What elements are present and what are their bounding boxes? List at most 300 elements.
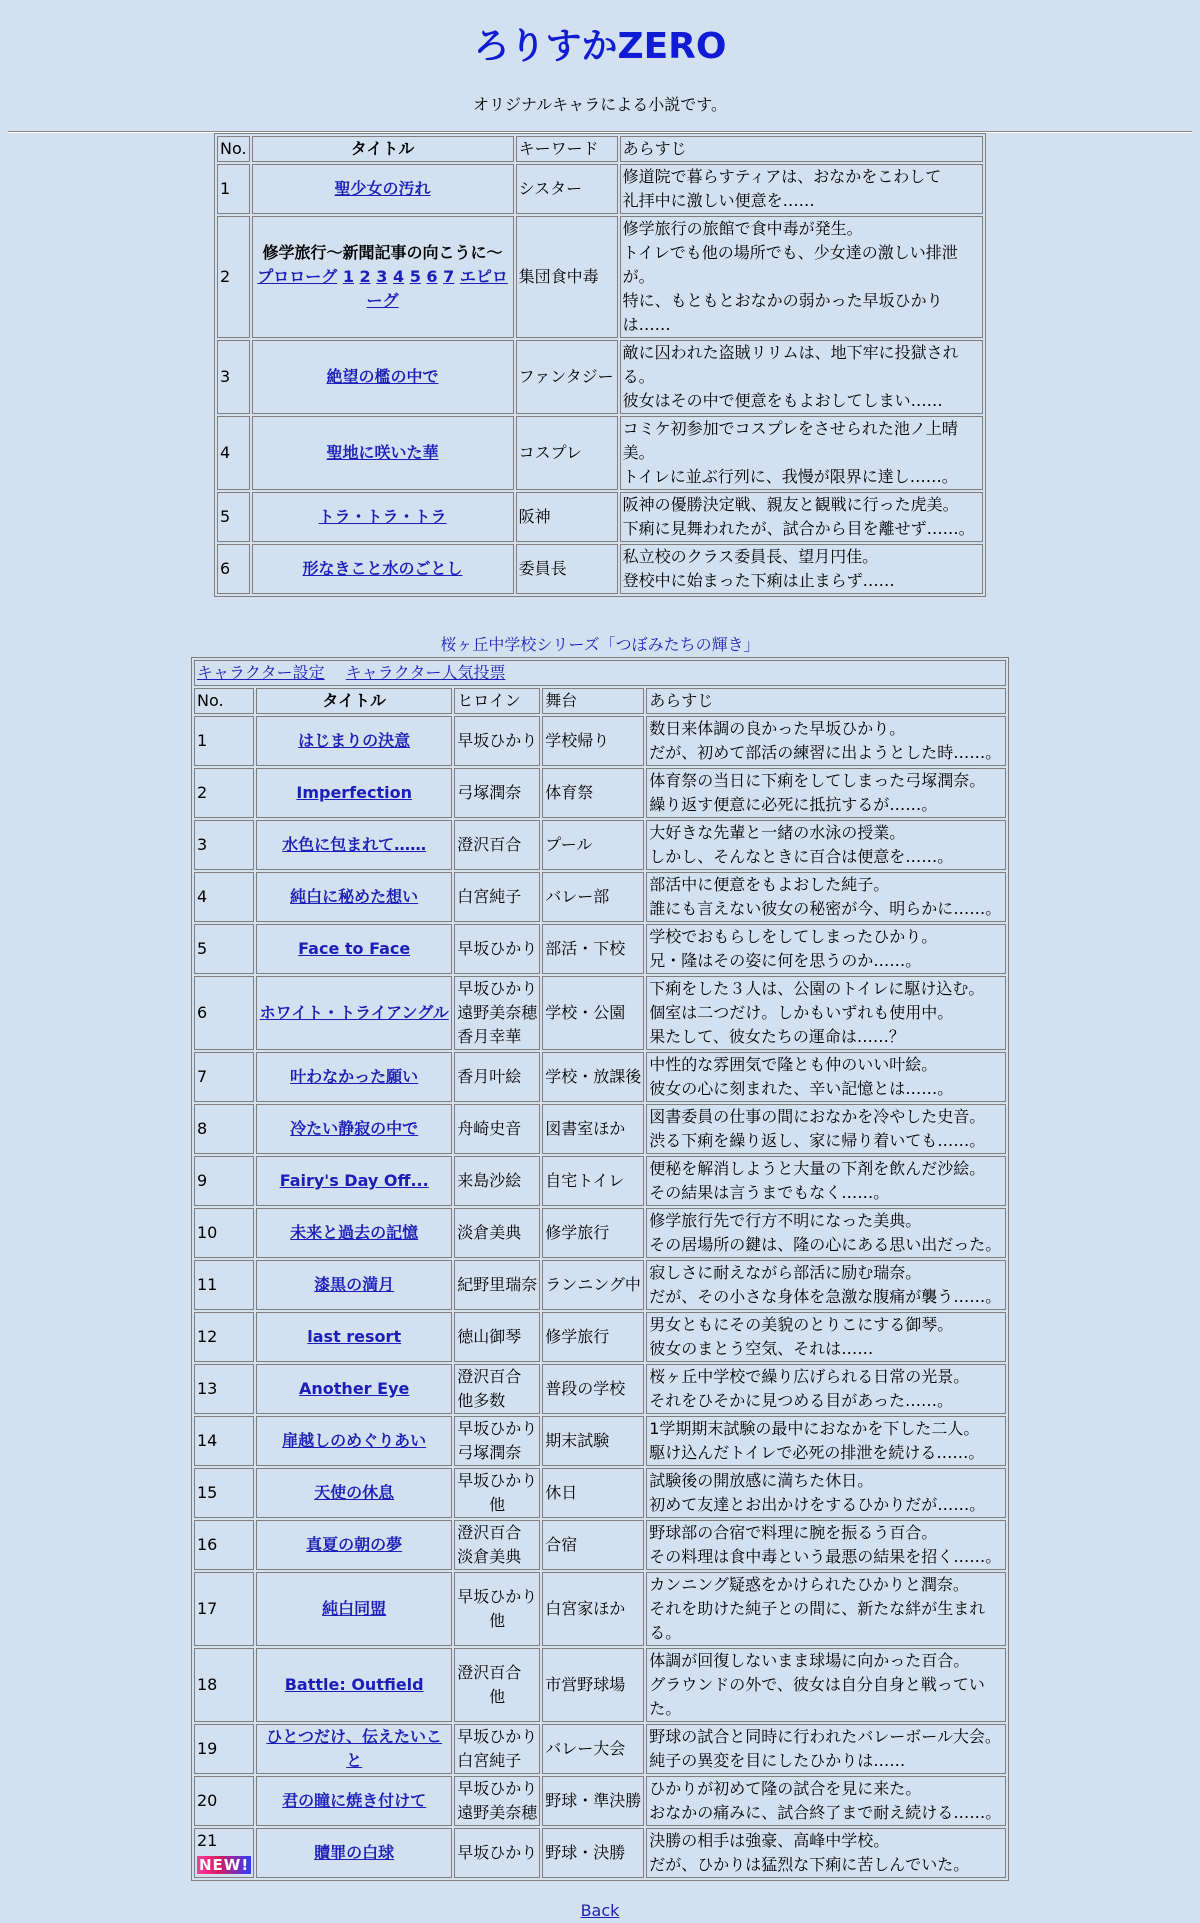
synopsis-line: 図書委員の仕事の間におなかを冷やした史音。 bbox=[649, 1107, 986, 1126]
synopsis-line: 彼女はその中で便意をもよおしてしまい…… bbox=[622, 391, 943, 410]
series-stage: 期末試験 bbox=[542, 1416, 644, 1466]
series-synopsis bbox=[646, 1828, 1006, 1878]
series-no: 17 bbox=[197, 1599, 218, 1618]
novel-keyword: シスター bbox=[516, 164, 618, 214]
novel-table bbox=[214, 133, 986, 597]
series-heroine bbox=[454, 1572, 540, 1646]
series-no: 20 bbox=[197, 1791, 218, 1810]
synopsis-line: 繰り返す便意に必死に抵抗するが……。 bbox=[649, 795, 938, 814]
series-title-cell bbox=[256, 716, 452, 766]
series-title-cell bbox=[256, 1572, 452, 1646]
series-row bbox=[194, 1468, 1006, 1518]
series-title-cell bbox=[256, 976, 452, 1050]
series-heroine bbox=[454, 1052, 540, 1102]
novel-title-cell bbox=[252, 164, 514, 214]
series-no: 14 bbox=[197, 1431, 218, 1450]
series-title-link[interactable]: 水色に包まれて…… bbox=[282, 835, 427, 854]
series-stage: 自宅トイレ bbox=[542, 1156, 644, 1206]
series-title-cell bbox=[256, 1828, 452, 1878]
novel-title-text: 修学旅行〜新聞記事の向こうに〜 bbox=[262, 243, 503, 262]
series-no: 6 bbox=[197, 1003, 208, 1022]
novel-keyword: 阪神 bbox=[516, 492, 618, 542]
synopsis-line: 駆け込んだトイレで必死の排泄を続ける……。 bbox=[649, 1443, 985, 1462]
series-synopsis bbox=[646, 1052, 1006, 1102]
series-title-cell bbox=[256, 1156, 452, 1206]
series-heroine bbox=[454, 1312, 540, 1362]
synopsis-line: その居場所の鍵は、隆の心にある思い出だった。 bbox=[649, 1235, 1002, 1254]
series-no-cell bbox=[194, 1208, 254, 1258]
series-heroine bbox=[454, 1520, 540, 1570]
heroine-name: 早坂ひかり bbox=[457, 731, 538, 750]
synopsis-line: だが、初めて部活の練習に出ようとした時……。 bbox=[649, 743, 1002, 762]
heroine-name: 早坂ひかり bbox=[457, 1843, 538, 1862]
synopsis-line: その料理は食中毒という最悪の結果を招く……。 bbox=[649, 1547, 1002, 1566]
synopsis-line: 初めて友達とお出かけをするひかりだが……。 bbox=[649, 1495, 986, 1514]
header-heroine: ヒロイン bbox=[454, 688, 540, 714]
series-heroine bbox=[454, 1208, 540, 1258]
series-stage: 修学旅行 bbox=[542, 1208, 644, 1258]
series-synopsis bbox=[646, 1572, 1006, 1646]
novel-synopsis bbox=[620, 544, 983, 594]
series-title-link[interactable]: 叶わなかった願い bbox=[290, 1067, 419, 1086]
synopsis-line: 寂しさに耐えながら部活に励む瑞奈。 bbox=[649, 1263, 922, 1282]
synopsis-line: 大好きな先輩と一緒の水泳の授業。 bbox=[649, 823, 906, 842]
series-title-cell bbox=[256, 1468, 452, 1518]
series-no: 5 bbox=[197, 939, 208, 958]
chapter-link[interactable]: 2 bbox=[359, 267, 371, 286]
synopsis-line: 礼拝中に激しい便意を…… bbox=[622, 191, 815, 210]
series-synopsis bbox=[646, 1260, 1006, 1310]
series-heroine bbox=[454, 1156, 540, 1206]
back-container bbox=[0, 1899, 1200, 1923]
series-stage: 修学旅行 bbox=[542, 1312, 644, 1362]
series-no: 2 bbox=[197, 783, 208, 802]
synopsis-line: 登校中に始まった下痢は止まらず…… bbox=[622, 571, 895, 590]
series-no-cell bbox=[194, 716, 254, 766]
series-table-header bbox=[194, 688, 1006, 714]
synopsis-line: 修学旅行先で行方不明になった美典。 bbox=[649, 1211, 922, 1230]
synopsis-line: 果たして、彼女たちの運命は……？ bbox=[649, 1027, 905, 1046]
series-no: 19 bbox=[197, 1739, 218, 1758]
series-title-link[interactable]: Fairy's Day Off... bbox=[279, 1171, 429, 1190]
series-synopsis bbox=[646, 1776, 1006, 1826]
novel-synopsis bbox=[620, 164, 983, 214]
novel-title-link[interactable]: 絶望の檻の中で bbox=[326, 367, 439, 386]
series-title-cell bbox=[256, 1724, 452, 1774]
novel-title-link[interactable]: 聖地に咲いた華 bbox=[326, 443, 439, 462]
synopsis-line: 部活中に便意をもよおした純子。 bbox=[649, 875, 890, 894]
novel-title-link[interactable]: 形なきこと水のごとし bbox=[302, 559, 463, 578]
novel-row bbox=[217, 544, 983, 594]
header-synopsis: あらすじ bbox=[620, 136, 983, 162]
series-row bbox=[194, 924, 1006, 974]
series-no-cell bbox=[194, 1156, 254, 1206]
novel-keyword: コスプレ bbox=[516, 416, 618, 490]
series-title-link[interactable]: 扉越しのめぐりあい bbox=[282, 1431, 427, 1450]
novel-no: 6 bbox=[217, 544, 250, 594]
series-stage: 白宮家ほか bbox=[542, 1572, 644, 1646]
series-caption: 桜ヶ丘中学校シリーズ「つぼみたちの輝き」 bbox=[440, 635, 760, 654]
series-row bbox=[194, 820, 1006, 870]
series-row bbox=[194, 1776, 1006, 1826]
series-title-cell bbox=[256, 1208, 452, 1258]
series-no: 12 bbox=[197, 1327, 218, 1346]
heroine-name: 徳山御琴 bbox=[457, 1327, 522, 1346]
series-title-cell bbox=[256, 1416, 452, 1466]
novel-keyword: ファンタジー bbox=[516, 340, 618, 414]
series-row bbox=[194, 1648, 1006, 1722]
novel-synopsis bbox=[620, 340, 983, 414]
heroine-name: 澄沢百合 bbox=[457, 835, 522, 854]
novel-row bbox=[217, 340, 983, 414]
heroine-name: 他 bbox=[489, 1611, 506, 1630]
heroine-name: 早坂ひかり bbox=[457, 1419, 538, 1438]
synopsis-line: 阪神の優勝決定戦、親友と観戦に行った虎美。 bbox=[622, 495, 959, 514]
series-title-link[interactable]: Battle: Outfield bbox=[284, 1675, 424, 1694]
series-no: 7 bbox=[197, 1067, 208, 1086]
series-stage: 部活・下校 bbox=[542, 924, 644, 974]
synopsis-line: 特に、もともとおなかの弱かった早坂ひかりは…… bbox=[622, 291, 943, 334]
series-no: 13 bbox=[197, 1379, 218, 1398]
heroine-name: 弓塚潤奈 bbox=[457, 1443, 522, 1462]
synopsis-line: コミケ初参加でコスプレをさせられた池ノ上晴美。 bbox=[622, 419, 958, 462]
series-heroine bbox=[454, 820, 540, 870]
series-no: 8 bbox=[197, 1119, 208, 1138]
series-title-link[interactable]: 純白同盟 bbox=[322, 1599, 387, 1618]
series-title-link[interactable]: last resort bbox=[307, 1327, 402, 1346]
series-stage: バレー部 bbox=[542, 872, 644, 922]
synopsis-line: 便秘を解消しようと大量の下剤を飲んだ沙絵。 bbox=[649, 1159, 986, 1178]
series-no-cell bbox=[194, 1312, 254, 1362]
series-stage: 合宿 bbox=[542, 1520, 644, 1570]
heroine-name: 澄沢百合 bbox=[457, 1367, 522, 1386]
novel-synopsis bbox=[620, 492, 983, 542]
series-heroine bbox=[454, 1364, 540, 1414]
heroine-name: 早坂ひかり bbox=[457, 979, 538, 998]
series-stage: ランニング中 bbox=[542, 1260, 644, 1310]
series-no: 10 bbox=[197, 1223, 218, 1242]
synopsis-line: 敵に囚われた盗賊リリムは、地下牢に投獄される。 bbox=[622, 343, 959, 386]
novel-synopsis bbox=[620, 216, 983, 338]
series-stage: バレー大会 bbox=[542, 1724, 644, 1774]
series-row bbox=[194, 1724, 1006, 1774]
series-stage: 学校・公園 bbox=[542, 976, 644, 1050]
series-row bbox=[194, 976, 1006, 1050]
series-heroine bbox=[454, 768, 540, 818]
series-stage: 体育祭 bbox=[542, 768, 644, 818]
header-no: No. bbox=[194, 688, 254, 714]
series-no-cell bbox=[194, 1364, 254, 1414]
series-stage: 学校・放課後 bbox=[542, 1052, 644, 1102]
synopsis-line: 決勝の相手は強豪、高峰中学校。 bbox=[649, 1831, 890, 1850]
heroine-name: 来島沙絵 bbox=[457, 1171, 522, 1190]
chapter-link[interactable]: 5 bbox=[409, 267, 421, 286]
series-title-link[interactable]: 漆黒の満月 bbox=[314, 1275, 395, 1294]
synopsis-line: 体育祭の当日に下痢をしてしまった弓塚潤奈。 bbox=[649, 771, 986, 790]
heroine-name: 早坂ひかり bbox=[457, 1587, 538, 1606]
series-row bbox=[194, 872, 1006, 922]
series-no-cell bbox=[194, 1828, 254, 1878]
heroine-name: 淡倉美典 bbox=[457, 1223, 522, 1242]
series-no: 1 bbox=[197, 731, 208, 750]
series-stage: 野球・準決勝 bbox=[542, 1776, 644, 1826]
series-no-cell bbox=[194, 768, 254, 818]
series-no: 9 bbox=[197, 1171, 208, 1190]
series-synopsis bbox=[646, 1416, 1006, 1466]
series-row bbox=[194, 716, 1006, 766]
series-synopsis bbox=[646, 820, 1006, 870]
novel-title-cell bbox=[252, 492, 514, 542]
synopsis-line: 桜ヶ丘中学校で繰り広げられる日常の光景。 bbox=[649, 1367, 970, 1386]
series-row bbox=[194, 1052, 1006, 1102]
series-no: 4 bbox=[197, 887, 208, 906]
synopsis-line: トイレに並ぶ行列に、我慢が限界に達し……。 bbox=[622, 467, 958, 486]
novel-keyword: 委員長 bbox=[516, 544, 618, 594]
synopsis-line: 誰にも言えない彼女の秘密が今、明らかに……。 bbox=[649, 899, 1002, 918]
synopsis-line: だが、その小さな身体を急激な腹痛が襲う……。 bbox=[649, 1287, 1002, 1306]
series-row bbox=[194, 1104, 1006, 1154]
heroine-name: 澄沢百合 bbox=[457, 1663, 522, 1682]
synopsis-line: カンニング疑惑をかけられたひかりと潤奈。 bbox=[649, 1575, 969, 1594]
novel-no: 1 bbox=[217, 164, 250, 214]
synopsis-line: 兄・隆はその姿に何を思うのか……。 bbox=[649, 951, 922, 970]
heroine-name: 紀野里瑞奈 bbox=[457, 1275, 538, 1294]
novel-row bbox=[217, 216, 983, 338]
series-title-cell bbox=[256, 1052, 452, 1102]
synopsis-line: 野球部の合宿で料理に腕を振るう百合。 bbox=[649, 1523, 938, 1542]
novel-no: 3 bbox=[217, 340, 250, 414]
series-no-cell bbox=[194, 820, 254, 870]
synopsis-line: ひかりが初めて隆の試合を見に来た。 bbox=[649, 1779, 922, 1798]
series-no-cell bbox=[194, 924, 254, 974]
novel-title-link[interactable]: トラ・トラ・トラ bbox=[318, 507, 447, 526]
series-no-cell bbox=[194, 976, 254, 1050]
chapter-link[interactable]: エピローグ bbox=[366, 267, 508, 310]
series-title-link[interactable]: Face to Face bbox=[298, 939, 411, 958]
series-row bbox=[194, 1260, 1006, 1310]
synopsis-line: 体調が回復しないまま球場に向かった百合。 bbox=[649, 1651, 970, 1670]
chapter-link[interactable]: 3 bbox=[376, 267, 388, 286]
synopsis-line: 純子の異変を目にしたひかりは…… bbox=[649, 1751, 906, 1770]
synopsis-line: 修学旅行の旅館で食中毒が発生。 bbox=[622, 219, 863, 238]
heroine-name: 白宮純子 bbox=[457, 887, 522, 906]
series-synopsis bbox=[646, 1104, 1006, 1154]
synopsis-line: 1学期期末試験の最中におなかを下した二人。 bbox=[649, 1419, 980, 1438]
series-title-cell bbox=[256, 1364, 452, 1414]
site-title: ろりすかZERO bbox=[473, 26, 727, 67]
series-no-cell bbox=[194, 1260, 254, 1310]
series-stage: 普段の学校 bbox=[542, 1364, 644, 1414]
series-title-cell bbox=[256, 1260, 452, 1310]
synopsis-line: 修道院で暮らすティアは、おなかをこわして bbox=[622, 167, 942, 186]
novel-title-cell bbox=[252, 216, 514, 338]
synopsis-line: 数日来体調の良かった早坂ひかり。 bbox=[649, 719, 906, 738]
series-heroine bbox=[454, 716, 540, 766]
novel-title-cell bbox=[252, 340, 514, 414]
synopsis-line: おなかの痛みに、試合終了まで耐え続ける……。 bbox=[649, 1803, 1002, 1822]
new-badge: NEW! bbox=[199, 1856, 250, 1874]
series-row bbox=[194, 1828, 1006, 1878]
back-link[interactable]: Back bbox=[580, 1901, 620, 1920]
series-title-cell bbox=[256, 768, 452, 818]
series-table bbox=[191, 657, 1009, 1881]
heroine-name: 澄沢百合 bbox=[457, 1523, 522, 1542]
series-synopsis bbox=[646, 1520, 1006, 1570]
chapter-link[interactable]: 6 bbox=[426, 267, 438, 286]
series-row bbox=[194, 768, 1006, 818]
series-row bbox=[194, 1520, 1006, 1570]
series-stage: 図書室ほか bbox=[542, 1104, 644, 1154]
series-heroine bbox=[454, 1260, 540, 1310]
series-no: 18 bbox=[197, 1675, 218, 1694]
heroine-name: 他 bbox=[489, 1687, 506, 1706]
series-title-link[interactable]: 純白に秘めた想い bbox=[290, 887, 419, 906]
series-synopsis bbox=[646, 1312, 1006, 1362]
synopsis-line: 彼女の心に刻まれた、辛い記憶とは……。 bbox=[649, 1079, 954, 1098]
series-title-cell bbox=[256, 1520, 452, 1570]
synopsis-line: 男女ともにその美貌のとりこにする御琴。 bbox=[649, 1315, 954, 1334]
heroine-name: 他 bbox=[489, 1495, 506, 1514]
series-synopsis bbox=[646, 976, 1006, 1050]
series-no: 3 bbox=[197, 835, 208, 854]
synopsis-line: トイレでも他の場所でも、少女達の激しい排泄が。 bbox=[622, 243, 958, 286]
heroine-name: 早坂ひかり bbox=[457, 1727, 538, 1746]
series-title-link[interactable]: 冷たい静寂の中で bbox=[290, 1119, 419, 1138]
chapter-link[interactable]: プロローグ bbox=[257, 267, 338, 286]
heroine-name: 弓塚潤奈 bbox=[457, 783, 522, 802]
heroine-name: 淡倉美典 bbox=[457, 1547, 522, 1566]
series-title-link[interactable]: はじまりの決意 bbox=[298, 731, 411, 750]
synopsis-line: 野球の試合と同時に行われたバレーボール大会。 bbox=[649, 1727, 1001, 1746]
heroine-name: 早坂ひかり bbox=[457, 1779, 538, 1798]
series-no-cell bbox=[194, 1520, 254, 1570]
series-row bbox=[194, 1208, 1006, 1258]
series-title-link[interactable]: 未来と過去の記憶 bbox=[290, 1223, 419, 1242]
series-heroine bbox=[454, 1416, 540, 1466]
series-no-cell bbox=[194, 1104, 254, 1154]
synopsis-line: 下痢に見舞われたが、試合から目を離せず……。 bbox=[622, 519, 975, 538]
series-synopsis bbox=[646, 872, 1006, 922]
novel-title-link[interactable]: 聖少女の汚れ bbox=[334, 179, 431, 198]
series-synopsis bbox=[646, 768, 1006, 818]
novel-no: 5 bbox=[217, 492, 250, 542]
synopsis-line: 下痢をした３人は、公園のトイレに駆け込む。 bbox=[649, 979, 985, 998]
series-links-row bbox=[194, 660, 1006, 686]
novel-row bbox=[217, 164, 983, 214]
series-synopsis bbox=[646, 1648, 1006, 1722]
header-no: No. bbox=[217, 136, 250, 162]
series-no: 11 bbox=[197, 1275, 218, 1294]
series-title-link[interactable]: 真夏の朝の夢 bbox=[306, 1535, 403, 1554]
series-row bbox=[194, 1156, 1006, 1206]
header-keyword: キーワード bbox=[516, 136, 618, 162]
synopsis-line: その結果は言うまでもなく……。 bbox=[649, 1183, 890, 1202]
series-row bbox=[194, 1572, 1006, 1646]
series-heroine bbox=[454, 976, 540, 1050]
synopsis-line: 渋る下痢を繰り返し、家に帰り着いても……。 bbox=[649, 1131, 986, 1150]
synopsis-line: 彼女のまとう空気、それは…… bbox=[649, 1339, 874, 1358]
series-title-link[interactable]: 贖罪の白球 bbox=[314, 1843, 395, 1862]
novel-no: 4 bbox=[217, 416, 250, 490]
series-no: 16 bbox=[197, 1535, 218, 1554]
series-heroine bbox=[454, 872, 540, 922]
series-no-cell bbox=[194, 1468, 254, 1518]
heroine-name: 早坂ひかり bbox=[457, 1471, 538, 1490]
series-no-cell bbox=[194, 1724, 254, 1774]
novel-table-header bbox=[217, 136, 983, 162]
series-row bbox=[194, 1312, 1006, 1362]
series-title-cell bbox=[256, 820, 452, 870]
series-title-link[interactable]: 君の瞳に焼き付けて bbox=[282, 1791, 427, 1810]
series-title-link[interactable]: 天使の休息 bbox=[314, 1483, 395, 1502]
series-heroine bbox=[454, 1776, 540, 1826]
site-subtitle: オリジナルキャラによる小説です。 bbox=[473, 95, 727, 114]
series-heroine bbox=[454, 1648, 540, 1722]
series-synopsis bbox=[646, 1468, 1006, 1518]
series-title-cell bbox=[256, 872, 452, 922]
series-no-cell bbox=[194, 1416, 254, 1466]
novel-synopsis bbox=[620, 416, 983, 490]
series-no: 21 bbox=[197, 1831, 218, 1850]
series-stage: 学校帰り bbox=[542, 716, 644, 766]
series-heroine bbox=[454, 1724, 540, 1774]
series-synopsis bbox=[646, 1156, 1006, 1206]
series-heroine bbox=[454, 1104, 540, 1154]
series-title-link[interactable]: Another Eye bbox=[299, 1379, 410, 1398]
novel-keyword: 集団食中毒 bbox=[516, 216, 618, 338]
series-links-cell bbox=[194, 660, 1006, 686]
heroine-name: 他多数 bbox=[457, 1391, 506, 1410]
heroine-name: 舟崎史音 bbox=[457, 1119, 522, 1138]
series-stage: プール bbox=[542, 820, 644, 870]
series-title-link[interactable]: ひとつだけ、伝えたいこと bbox=[266, 1727, 443, 1770]
header-synopsis: あらすじ bbox=[646, 688, 1006, 714]
character-settings-link[interactable]: キャラクター設定 bbox=[197, 663, 325, 682]
series-no-cell bbox=[194, 1648, 254, 1722]
synopsis-line: 学校でおもらしをしてしまったひかり。 bbox=[649, 927, 938, 946]
heroine-name: 香月叶絵 bbox=[457, 1067, 522, 1086]
synopsis-line: グラウンドの外で、彼女は自分自身と戦っていた。 bbox=[649, 1675, 985, 1718]
chapter-link[interactable]: 1 bbox=[342, 267, 354, 286]
novel-title-cell bbox=[252, 416, 514, 490]
series-stage: 野球・決勝 bbox=[542, 1828, 644, 1878]
synopsis-line: それを助けた純子との間に、新たな絆が生まれる。 bbox=[649, 1599, 986, 1642]
chapter-link[interactable]: 4 bbox=[392, 267, 405, 286]
heroine-name: 遠野美奈穂 bbox=[457, 1003, 538, 1022]
series-no: 15 bbox=[197, 1483, 218, 1502]
series-stage: 休日 bbox=[542, 1468, 644, 1518]
heroine-name: 遠野美奈穂 bbox=[457, 1803, 538, 1822]
series-stage: 市営野球場 bbox=[542, 1648, 644, 1722]
synopsis-line: 私立校のクラス委員長、望月円佳。 bbox=[622, 547, 879, 566]
series-synopsis bbox=[646, 716, 1006, 766]
chapter-link[interactable]: 7 bbox=[443, 267, 455, 286]
series-title-link[interactable]: ホワイト・トライアングル bbox=[259, 1003, 449, 1022]
header-title: タイトル bbox=[252, 136, 514, 162]
series-synopsis bbox=[646, 924, 1006, 974]
character-poll-link[interactable]: キャラクター人気投票 bbox=[345, 663, 506, 682]
synopsis-line: 試験後の開放感に満ちた休日。 bbox=[649, 1471, 874, 1490]
series-title-cell bbox=[256, 1776, 452, 1826]
series-heroine bbox=[454, 924, 540, 974]
novel-title-cell bbox=[252, 544, 514, 594]
heroine-name: 香月幸華 bbox=[457, 1027, 522, 1046]
novel-no: 2 bbox=[217, 216, 250, 338]
heroine-name: 早坂ひかり bbox=[457, 939, 538, 958]
heroine-name: 白宮純子 bbox=[457, 1751, 522, 1770]
series-synopsis bbox=[646, 1364, 1006, 1414]
series-title-link[interactable]: Imperfection bbox=[296, 783, 412, 802]
